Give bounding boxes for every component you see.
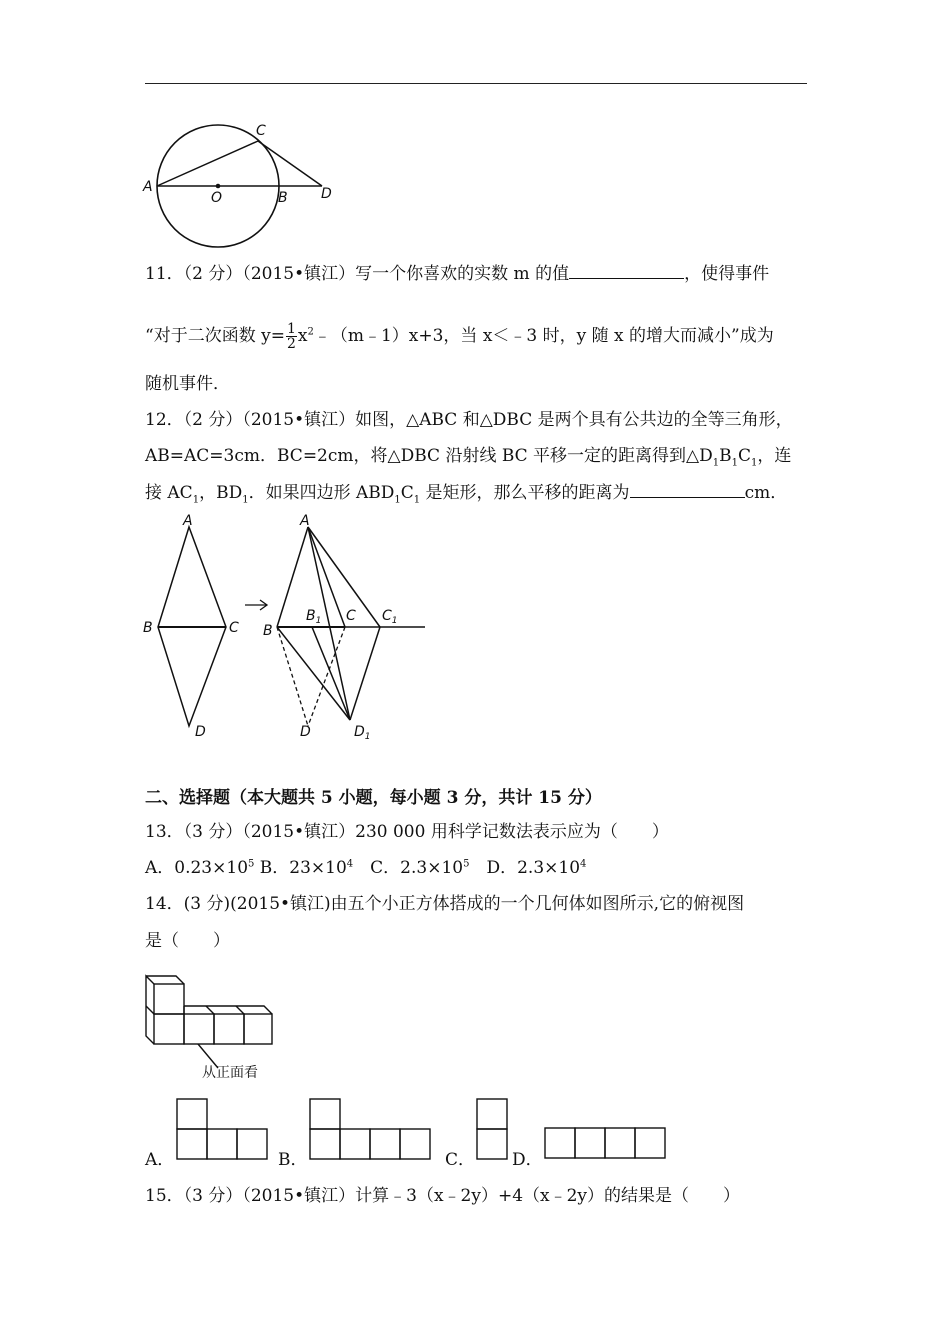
q12-line2: AB=AC=3cm．BC=2cm，将△DBC 沿射线 BC 平移一定的距离得到$\triangle D_1B_1C_1$，连 bbox=[145, 446, 792, 469]
segment-cd bbox=[258, 141, 322, 186]
q11-line3: 随机事件． bbox=[145, 374, 230, 394]
q14-option-c-label[interactable]: C． bbox=[445, 1150, 476, 1170]
q12-answer-blank[interactable] bbox=[630, 481, 745, 498]
q12-line3: 接 $AC_1$，$BD_1$．如果四边形 $ABD_1C_1$ 是矩形，那么平移的距离为 cm． bbox=[145, 483, 788, 506]
label-b: B bbox=[278, 190, 288, 206]
left-label-a: A bbox=[183, 513, 193, 529]
right-label-d1: $D_1$ bbox=[354, 724, 371, 742]
q14-option-b-label[interactable]: B． bbox=[278, 1150, 308, 1170]
q15-stem: 15．（3 分）（2015•镇江）计算﹣3（x﹣2y）+4（x﹣2y）的结果是（ ） bbox=[145, 1186, 741, 1206]
right-label-c: C bbox=[346, 608, 356, 624]
center-dot bbox=[216, 184, 221, 189]
right-label-b: B bbox=[263, 623, 273, 639]
q14-option-b-figure[interactable] bbox=[309, 1097, 433, 1161]
fraction-half: $\frac{1}{2}$ bbox=[286, 321, 296, 352]
q14-line1: 14．(3 分)(2015•镇江)由五个小正方体搭成的一个几何体如图所示,它的俯视图 bbox=[145, 894, 745, 914]
right-label-b1: $B_1$ bbox=[306, 608, 322, 626]
q14-cube-figure bbox=[140, 968, 300, 1083]
q13-option-d[interactable]: D．$2.3\times 10^4$ bbox=[469, 858, 587, 878]
right-label-c1: $C_1$ bbox=[382, 608, 398, 626]
q13-option-c[interactable]: C．$2.3\times 10^5$ bbox=[353, 858, 470, 878]
q14-line2: 是（ ） bbox=[145, 931, 230, 951]
q13-options bbox=[145, 857, 586, 879]
label-o: O bbox=[211, 190, 223, 206]
view-direction-label: 从正面看 bbox=[202, 1065, 258, 1081]
q13-option-b[interactable]: B．$23\times 10^4$ bbox=[254, 858, 354, 878]
label-c: C bbox=[256, 123, 266, 139]
q13-stem: 13．（3 分）（2015•镇江）230 000 用科学记数法表示应为（ ） bbox=[145, 822, 669, 842]
left-label-b: B bbox=[143, 620, 153, 636]
q11-line2: “对于二次函数 y= $\frac{1}{2}$ $x^2﹣(m﹣1)x+3$，当 x＜﹣3 时，y 随 x 的增大而减小”成为 bbox=[145, 321, 774, 352]
left-label-c: C bbox=[229, 620, 239, 636]
right-label-a: A bbox=[300, 513, 310, 529]
q13-option-a[interactable]: A．$0.23\times 10^5$ bbox=[145, 858, 255, 878]
left-label-d: D bbox=[195, 724, 206, 740]
section-2-heading: 二、选择题（本大题共 5 小题，每小题 3 分，共计 15 分） bbox=[145, 788, 602, 808]
q14-option-d-label[interactable]: D． bbox=[512, 1150, 543, 1170]
label-d: D bbox=[321, 186, 332, 202]
q11-circle-figure bbox=[140, 118, 340, 253]
header-rule bbox=[145, 83, 807, 84]
q11-answer-blank[interactable] bbox=[569, 262, 684, 279]
q14-option-c-figure[interactable] bbox=[476, 1097, 510, 1161]
q14-option-a-label[interactable]: A． bbox=[145, 1150, 175, 1170]
q12-figure bbox=[140, 510, 440, 745]
q11-line1: 11．（2 分）（2015•镇江）写一个你喜欢的实数 m 的值 ，使得事件 bbox=[145, 264, 770, 284]
right-label-d: D bbox=[300, 724, 311, 740]
segment-ac bbox=[157, 141, 258, 186]
q12-line1: 12．（2 分）（2015•镇江）如图，△ABC 和△DBC 是两个具有公共边的全等三角形， bbox=[145, 410, 793, 430]
q14-option-d-figure[interactable] bbox=[544, 1127, 668, 1161]
q14-option-a-figure[interactable] bbox=[176, 1097, 270, 1161]
label-a: A bbox=[143, 179, 153, 195]
